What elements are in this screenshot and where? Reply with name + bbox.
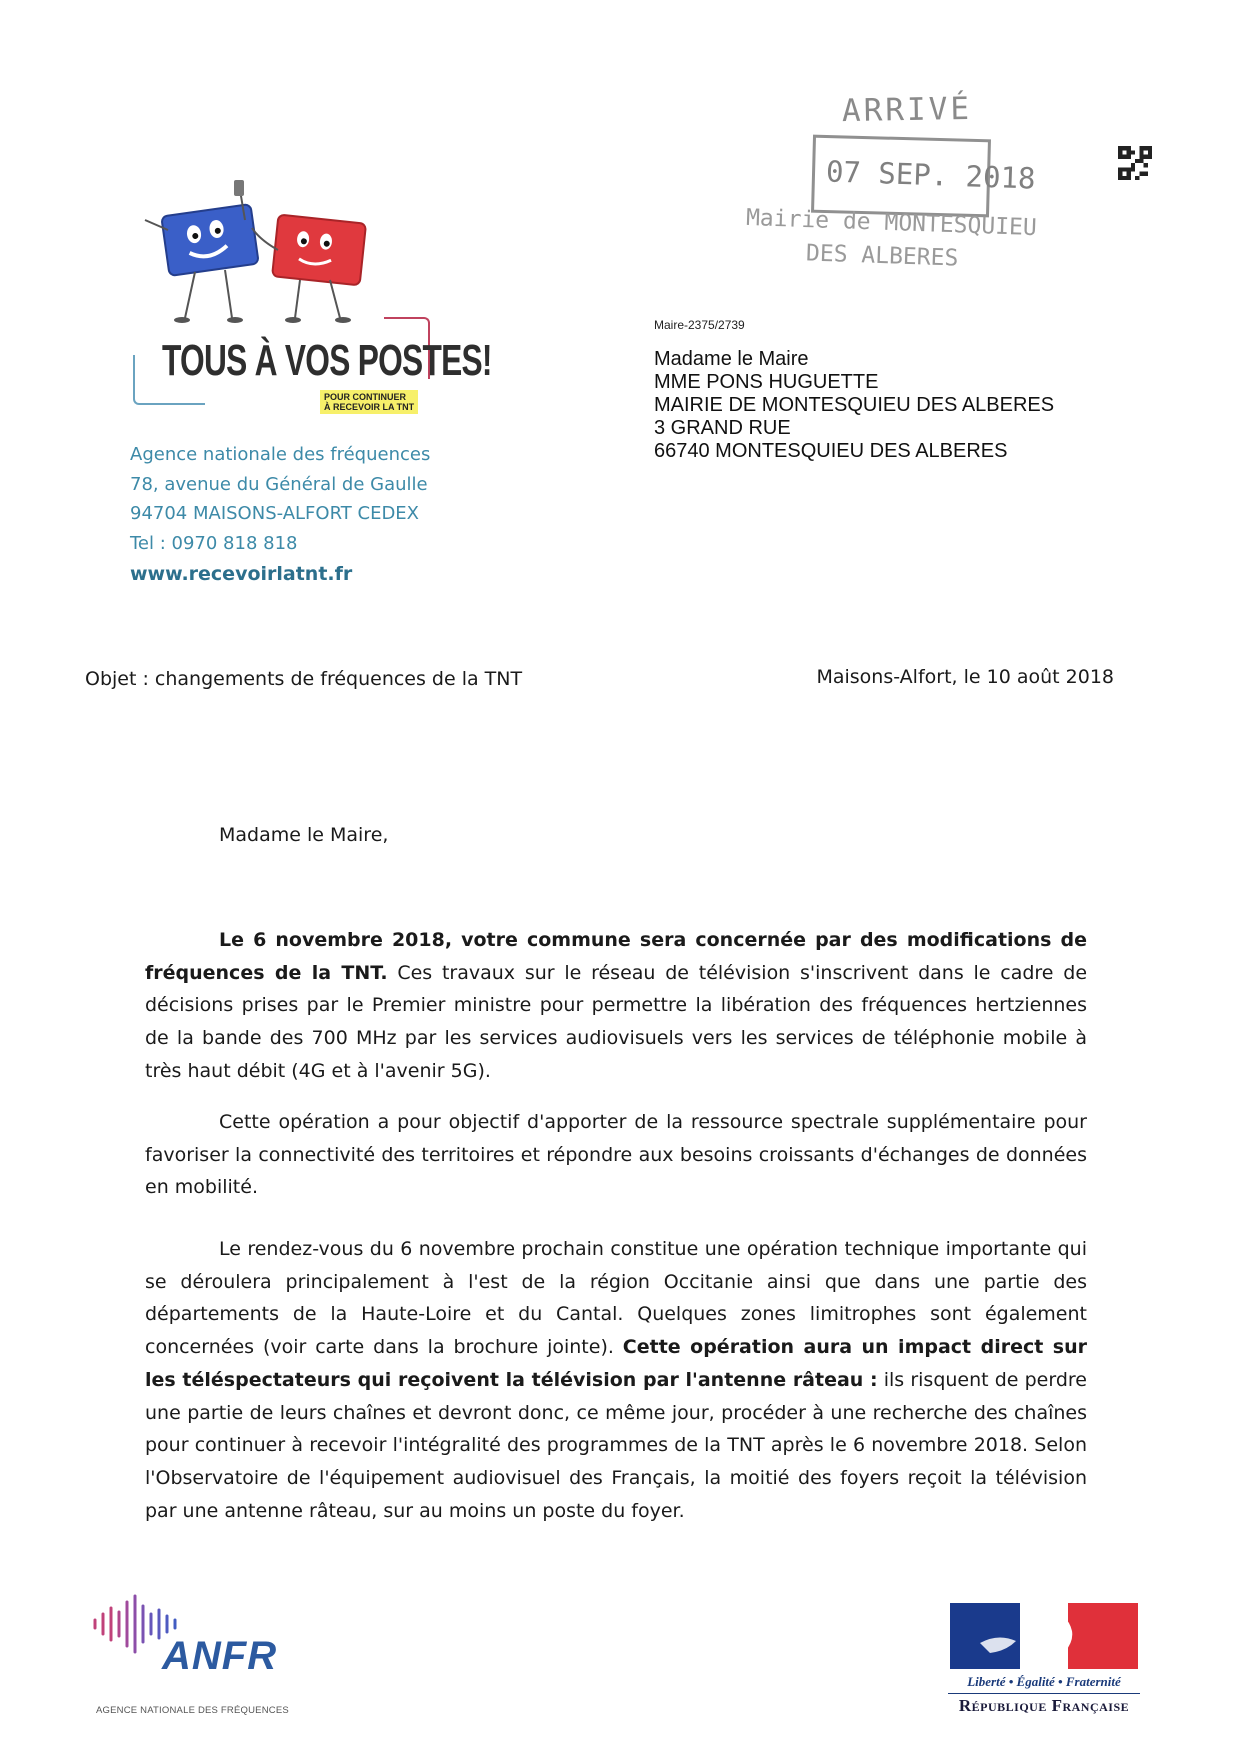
- campaign-tagline: POUR CONTINUER À RECEVOIR LA TNT: [320, 390, 418, 414]
- sender-phone: Tel : 0970 818 818: [130, 533, 298, 554]
- sender-street: 78, avenue du Général de Gaulle: [130, 474, 428, 495]
- recipient-line: Madame le Maire: [654, 348, 809, 370]
- qr-code-icon: [1118, 146, 1152, 180]
- stamp-town-line1: Mairie de MONTESQUIEU: [745, 204, 1038, 242]
- sender-city: 94704 MAISONS-ALFORT CEDEX: [130, 503, 420, 524]
- body-paragraph-1: Le 6 novembre 2018, votre commune sera concernée par des modifications de fréquences de la TNT. Ces travaux sur le réseau de télévision s'inscrivent dans le cadre de décisions prises par le Premier ministre pour permettre la libération des fréquences hertziennes de la bande des 700 MHz par les services audiovisuels vers les services de téléphonie mobile à très haut débit (4G et à l'avenir 5G).: [145, 929, 1088, 1082]
- letter-salutation: Madame le Maire,: [219, 824, 389, 846]
- letter-subject: Objet : changements de fréquences de la TNT: [85, 668, 523, 690]
- campaign-logo-text: TOUS À VOS POSTES!: [162, 336, 492, 385]
- sender-website-link[interactable]: www.recevoirlatnt.fr: [130, 563, 353, 585]
- body-paragraph-3: Le rendez-vous du 6 novembre prochain constitue une opération technique importante qui se déroulera principalement à l'est de la région Occitanie ainsi que dans une partie des départements de la Haute-Loire et du Cantal. Quelques zones limitrophes sont également concernées (voir carte dans la brochure jointe). Cette opération aura un impact direct sur les téléspectateurs qui reçoivent la télévision par l'antenne râteau : ils risquent de perdre une partie de leurs chaînes et devront donc, ce même jour, procéder à une recherche des chaînes pour continuer à recevoir l'intégralité des programmes de la TNT après le 6 novembre 2018. Selon l'Observatoire de l'équipement audiovisuel des Français, la moitié des foyers reçoit la télévision par une antenne râteau, sur au moins un poste du foyer.: [145, 1238, 1087, 1522]
- letter-place-date: Maisons-Alfort, le 10 août 2018: [816, 666, 1114, 688]
- republic-name: République Française: [958, 1696, 1130, 1715]
- recipient-line: 66740 MONTESQUIEU DES ALBERES: [654, 440, 1008, 462]
- anfr-logo: ANFR: [162, 1634, 278, 1678]
- anfr-full-name: AGENCE NATIONALE DES FRÉQUENCES: [96, 1705, 289, 1716]
- recipient-line: MME PONS HUGUETTE: [654, 371, 879, 393]
- republic-motto: Liberté • Égalité • Fraternité: [948, 1674, 1140, 1694]
- recipient-line: MAIRIE DE MONTESQUIEU DES ALBERES: [654, 394, 1055, 416]
- stamp-label: ARRIVÉ: [841, 90, 973, 130]
- recipient-reference: Maire-2375/2739: [654, 318, 745, 332]
- stamp-town-line2: DES ALBERES: [805, 240, 959, 272]
- stamp-date: 07 SEP. 2018: [825, 154, 1037, 196]
- marianne-flag-icon: [950, 1603, 1138, 1669]
- body-paragraph-2: Cette opération a pour objectif d'apporter de la ressource spectrale supplémentaire pour favoriser la connectivité des territoires et répondre aux besoins croissants d'échanges de données en mobilité.: [145, 1111, 1087, 1199]
- recipient-line: 3 GRAND RUE: [654, 417, 791, 439]
- tv-mascots-logo: [140, 180, 380, 330]
- sender-name: Agence nationale des fréquences: [130, 444, 431, 465]
